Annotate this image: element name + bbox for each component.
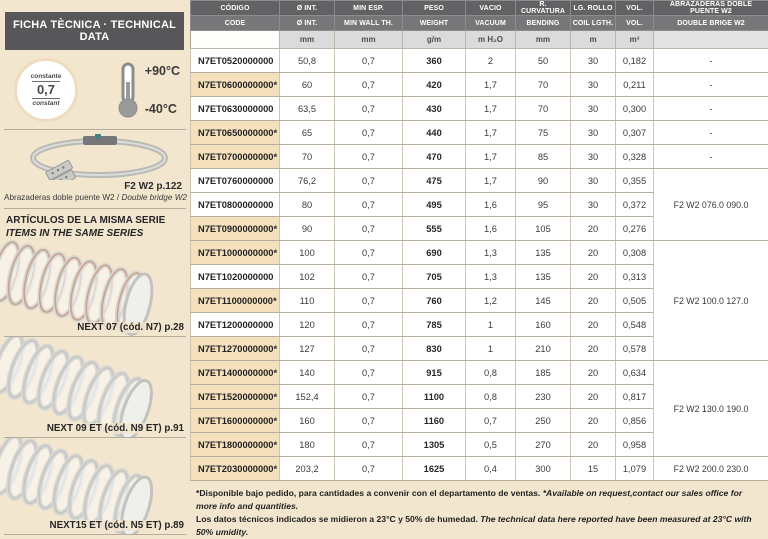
cell-vacuum: 1,6 [466,217,516,241]
cell-bending: 210 [516,337,571,361]
clamp-image [11,134,179,180]
column-header-es-8: ABRAZADERAS DOBLE PUENTE W2 [654,1,768,16]
column-header-es-0: CÓDIGO [191,1,280,16]
cell-d_int: 110 [280,289,335,313]
cell-coil: 15 [571,457,616,481]
cell-d_int: 100 [280,241,335,265]
series-item-label: NEXT15 ET (cód. N5 ET) p.89 [48,520,186,531]
cell-weight: 1305 [403,433,466,457]
table-row [191,73,768,97]
cell-weight: 1625 [403,457,466,481]
cell-coil: 20 [571,433,616,457]
sidebar [0,0,190,515]
column-unit-1: mm [280,31,335,49]
cell-vacuum: 1,3 [466,241,516,265]
column-header-en-4: VACUUM [466,16,516,31]
cell-vacuum: 1,7 [466,145,516,169]
series-heading-es: ARTÍCULOS DE LA MISMA SERIE [6,215,184,228]
cell-coil: 30 [571,97,616,121]
cell-weight: 475 [403,169,466,193]
clamp-section [0,130,190,208]
cell-bending: 75 [516,121,571,145]
cell-d_int: 120 [280,313,335,337]
cell-vacuum: 1 [466,313,516,337]
column-header-es-2: MIN ESP. [335,1,403,16]
cell-weight: 915 [403,361,466,385]
cell-min_wall: 0,7 [335,73,403,97]
cell-coil: 20 [571,337,616,361]
cell-code: N7ET1270000000* [191,337,280,361]
cell-weight: 830 [403,337,466,361]
cell-clamp-ref: F2 W2 200.0 230.0 [654,457,768,481]
cell-vol: 0,505 [616,289,654,313]
cell-min_wall: 0,7 [335,241,403,265]
cell-min_wall: 0,7 [335,145,403,169]
cell-vacuum: 0,4 [466,457,516,481]
series-item-label: NEXT 07 (cód. N7) p.28 [75,322,186,333]
cell-min_wall: 0,7 [335,361,403,385]
cell-vacuum: 0,8 [466,385,516,409]
cell-bending: 135 [516,241,571,265]
cell-code: N7ET1200000000 [191,313,280,337]
footnote-line1 [196,487,762,513]
column-unit-4: m H₂O [466,31,516,49]
table-row [191,121,768,145]
cell-d_int: 140 [280,361,335,385]
cell-code: N7ET0700000000* [191,145,280,169]
cell-vol: 0,328 [616,145,654,169]
footnote-line2-en: The technical data here reported have been measured at 23°C with 50% umidity. [196,514,752,537]
cell-min_wall: 0,7 [335,409,403,433]
column-header-es-6: LG. ROLLO [571,1,616,16]
cell-weight: 495 [403,193,466,217]
cell-vol: 0,313 [616,265,654,289]
cell-weight: 760 [403,289,466,313]
column-header-en-6: COIL LGTH. [571,16,616,31]
thermometer-icon [117,62,139,118]
column-unit-2: mm [335,31,403,49]
cell-vol: 0,548 [616,313,654,337]
cell-bending: 160 [516,313,571,337]
table-body [191,49,768,481]
cell-vacuum: 1,6 [466,193,516,217]
badge-top-label: constante [31,73,62,80]
cell-vacuum: 1 [466,337,516,361]
column-header-es-4: VACIO [466,1,516,16]
temp-max: +90°C [145,64,180,78]
cell-bending: 50 [516,49,571,73]
column-unit-5: mm [516,31,571,49]
cell-coil: 20 [571,313,616,337]
cell-min_wall: 0,7 [335,49,403,73]
cell-bending: 70 [516,97,571,121]
footnote [196,487,762,539]
cell-code: N7ET1000000000* [191,241,280,265]
cell-clamp-ref: - [654,121,768,145]
cell-bending: 85 [516,145,571,169]
cell-min_wall: 0,7 [335,457,403,481]
cell-weight: 430 [403,97,466,121]
cell-d_int: 90 [280,217,335,241]
cell-bending: 250 [516,409,571,433]
cell-weight: 360 [403,49,466,73]
cell-d_int: 102 [280,265,335,289]
cell-code: N7ET1800000000* [191,433,280,457]
header-row-es [191,1,768,16]
column-unit-6: m [571,31,616,49]
series-heading-en: ITEMS IN THE SAME SERIES [6,228,184,241]
table-row [191,145,768,169]
series-heading [6,215,184,240]
page-title: FICHA TÈCNICA · TECHNICAL DATA [5,12,184,50]
cell-code: N7ET2030000000* [191,457,280,481]
table-row [191,361,768,385]
cell-min_wall: 0,7 [335,289,403,313]
cell-coil: 20 [571,289,616,313]
cell-vacuum: 1,7 [466,169,516,193]
column-unit-3: g/m [403,31,466,49]
column-header-en-0: CODE [191,16,280,31]
series-item-next07 [0,240,190,337]
badge-value: 0,7 [32,81,60,99]
cell-coil: 30 [571,193,616,217]
cell-clamp-ref: F2 W2 076.0 090.0 [654,169,768,241]
table-row [191,97,768,121]
cell-code: N7ET0650000000* [191,121,280,145]
cell-coil: 20 [571,217,616,241]
cell-vol: 0,856 [616,409,654,433]
cell-clamp-ref: - [654,145,768,169]
cell-d_int: 160 [280,409,335,433]
cell-code: N7ET1100000000* [191,289,280,313]
cell-clamp-ref: F2 W2 100.0 127.0 [654,241,768,361]
constant-diameter-badge [14,58,78,122]
cell-weight: 470 [403,145,466,169]
cell-weight: 785 [403,313,466,337]
cell-min_wall: 0,7 [335,121,403,145]
cell-min_wall: 0,7 [335,217,403,241]
cell-min_wall: 0,7 [335,169,403,193]
cell-clamp-ref: F2 W2 130.0 190.0 [654,361,768,457]
column-header-es-7: VOL. [616,1,654,16]
cell-vol: 0,307 [616,121,654,145]
cell-coil: 30 [571,121,616,145]
cell-min_wall: 0,7 [335,193,403,217]
column-unit-8 [654,31,768,49]
cell-d_int: 152,4 [280,385,335,409]
cell-bending: 105 [516,217,571,241]
cell-coil: 30 [571,169,616,193]
cell-bending: 270 [516,433,571,457]
clamp-caption-sep: / [115,193,122,202]
clamp-caption-en: Double bridge W2 [121,193,187,202]
cell-bending: 70 [516,73,571,97]
cell-weight: 705 [403,265,466,289]
table-header [191,1,768,49]
table-row [191,49,768,73]
cell-min_wall: 0,7 [335,265,403,289]
footnote-line1-es: *Disponible bajo pedido, para cantidades a convenir con el departamento de ventas. [196,488,540,498]
cell-vacuum: 0,7 [466,409,516,433]
cell-code: N7ET1520000000* [191,385,280,409]
properties-row [14,59,180,121]
header-row-units [191,31,768,49]
cell-vol: 0,817 [616,385,654,409]
divider [4,208,186,209]
technical-data-table-wrap [190,0,768,481]
cell-weight: 1100 [403,385,466,409]
cell-d_int: 63,5 [280,97,335,121]
cell-vol: 0,300 [616,97,654,121]
cell-clamp-ref: - [654,73,768,97]
cell-code: N7ET0800000000 [191,193,280,217]
footnote-line2-es: Los datos técnicos indicados se midieron a 23°C y 50% de humedad. [196,514,478,524]
header-row-en [191,16,768,31]
cell-vol: 0,355 [616,169,654,193]
table-row [191,457,768,481]
cell-clamp-ref: - [654,97,768,121]
temperature-range [117,62,180,118]
column-header-en-5: BENDING [516,16,571,31]
column-header-es-1: Ø INT. [280,1,335,16]
cell-bending: 90 [516,169,571,193]
cell-vol: 1,079 [616,457,654,481]
cell-d_int: 180 [280,433,335,457]
divider [4,534,186,535]
cell-vacuum: 1,2 [466,289,516,313]
cell-coil: 20 [571,241,616,265]
cell-vacuum: 0,5 [466,433,516,457]
cell-vacuum: 1,7 [466,97,516,121]
column-header-en-3: WEIGHT [403,16,466,31]
cell-coil: 30 [571,49,616,73]
temp-min: -40°C [145,102,180,116]
cell-d_int: 76,2 [280,169,335,193]
cell-d_int: 70 [280,145,335,169]
clamp-caption-es: Abrazaderas doble puente W2 [4,193,115,202]
cell-vol: 0,634 [616,361,654,385]
cell-bending: 135 [516,265,571,289]
cell-vol: 0,578 [616,337,654,361]
cell-code: N7ET0630000000 [191,97,280,121]
cell-min_wall: 0,7 [335,97,403,121]
cell-vol: 0,372 [616,193,654,217]
cell-coil: 20 [571,409,616,433]
cell-min_wall: 0,7 [335,313,403,337]
cell-code: N7ET1600000000* [191,409,280,433]
cell-d_int: 65 [280,121,335,145]
cell-bending: 300 [516,457,571,481]
table-row [191,241,768,265]
footnote-line1-en: *Available on request,contact our sales office for more info and quantities. [196,488,742,511]
cell-coil: 20 [571,361,616,385]
cell-code: N7ET0520000000 [191,49,280,73]
cell-bending: 230 [516,385,571,409]
column-unit-7: m³ [616,31,654,49]
cell-min_wall: 0,7 [335,385,403,409]
clamp-caption [4,193,186,202]
cell-code: N7ET1020000000 [191,265,280,289]
cell-bending: 95 [516,193,571,217]
cell-coil: 30 [571,145,616,169]
technical-data-table [190,0,768,481]
column-unit-0 [191,31,280,49]
cell-vacuum: 0,8 [466,361,516,385]
series-item-label: NEXT 09 ET (cód. N9 ET) p.91 [45,423,186,434]
cell-d_int: 80 [280,193,335,217]
cell-d_int: 203,2 [280,457,335,481]
column-header-es-3: PESO [403,1,466,16]
column-header-en-1: Ø INT. [280,16,335,31]
cell-code: N7ET0900000000* [191,217,280,241]
hose-image-next09et [0,337,158,437]
cell-vol: 0,308 [616,241,654,265]
cell-vol: 0,182 [616,49,654,73]
cell-min_wall: 0,7 [335,337,403,361]
series-item-next09et [0,337,190,438]
column-header-en-2: MIN WALL TH. [335,16,403,31]
badge-bottom-label: constant [32,100,59,107]
cell-coil: 20 [571,265,616,289]
clamp-page-ref: F2 W2 p.122 [4,181,182,192]
cell-weight: 420 [403,73,466,97]
cell-vol: 0,276 [616,217,654,241]
series-list [0,240,190,535]
cell-coil: 30 [571,73,616,97]
cell-vacuum: 1,7 [466,121,516,145]
cell-vol: 0,211 [616,73,654,97]
cell-code: N7ET0760000000 [191,169,280,193]
cell-weight: 555 [403,217,466,241]
series-item-next15et [0,438,190,535]
cell-d_int: 127 [280,337,335,361]
column-header-es-5: R. CURVATURA [516,1,571,16]
cell-d_int: 60 [280,73,335,97]
cell-weight: 690 [403,241,466,265]
cell-vacuum: 1,3 [466,265,516,289]
table-row [191,169,768,193]
cell-clamp-ref: - [654,49,768,73]
cell-bending: 185 [516,361,571,385]
cell-vacuum: 2 [466,49,516,73]
cell-vol: 0,958 [616,433,654,457]
cell-d_int: 50,8 [280,49,335,73]
cell-vacuum: 1,7 [466,73,516,97]
column-header-en-8: DOUBLE BRIGE W2 [654,16,768,31]
cell-min_wall: 0,7 [335,433,403,457]
cell-weight: 440 [403,121,466,145]
footnote-line2 [196,513,762,539]
cell-weight: 1160 [403,409,466,433]
cell-code: N7ET0600000000* [191,73,280,97]
column-header-en-7: VOL. [616,16,654,31]
cell-code: N7ET1400000000* [191,361,280,385]
cell-bending: 145 [516,289,571,313]
cell-coil: 20 [571,385,616,409]
